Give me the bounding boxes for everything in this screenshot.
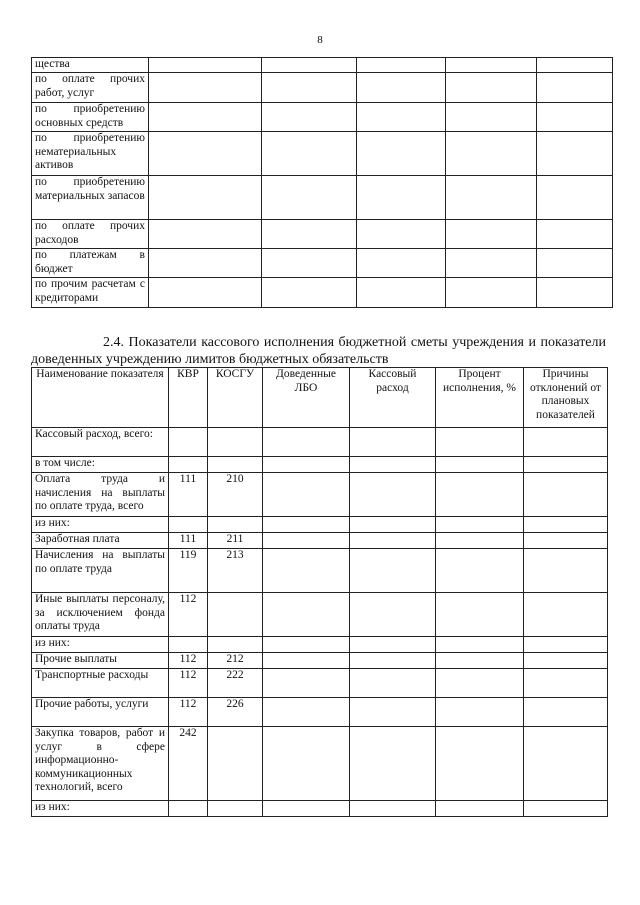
row-name: Кассовый расход, всего: [32, 428, 169, 457]
row-name: Заработная плата [32, 533, 169, 549]
top-row-label: по оплате прочих работ, услуг [32, 73, 149, 103]
row-name: Иные выплаты персоналу, за исключением фонда оплаты труда [32, 593, 169, 637]
row-kosgu [208, 727, 263, 801]
row-kosgu [208, 637, 263, 653]
section-title: 2.4. Показатели кассового исполнения бюджетной сметы учреждения и показатели доведенных учреждению лимитов бюджетных обязательств [31, 335, 606, 367]
row-name: Начисления на выплаты по оплате труда [32, 549, 169, 593]
top-row-label: по оплате прочих расходов [32, 220, 149, 249]
row-kosgu: 222 [208, 669, 263, 698]
row-name: Закупка товаров, работ и услуг в сфере информационно-коммуникационных технологий, всего [32, 727, 169, 801]
row-kosgu: 210 [208, 473, 263, 517]
header-lbo: Доведенные ЛБО [263, 368, 350, 428]
header-cash-expense: Кассовый расход [350, 368, 436, 428]
row-name: из них: [32, 637, 169, 653]
row-kosgu [208, 593, 263, 637]
top-row-label: щества [32, 58, 149, 73]
row-kosgu [208, 517, 263, 533]
row-name: в том числе: [32, 457, 169, 473]
row-kvr: 112 [169, 698, 208, 727]
budget-execution-table [31, 367, 608, 817]
row-name: Транспортные расходы [32, 669, 169, 698]
row-kvr: 112 [169, 669, 208, 698]
row-kvr: 111 [169, 533, 208, 549]
header-kosgu: КОСГУ [208, 368, 263, 428]
row-kvr: 111 [169, 473, 208, 517]
header-deviation-reasons: Причины отклонений от плановых показателей [524, 368, 608, 428]
row-kvr [169, 428, 208, 457]
row-name: Оплата труда и начисления на выплаты по оплате труда, всего [32, 473, 169, 517]
row-kvr [169, 637, 208, 653]
top-row-label: по приобретению материальных запасов [32, 176, 149, 220]
row-kosgu [208, 801, 263, 817]
row-kvr: 119 [169, 549, 208, 593]
top-row-label: по приобретению нематериальных активов [32, 132, 149, 176]
row-kosgu: 213 [208, 549, 263, 593]
row-kvr [169, 801, 208, 817]
header-kvr: КВР [169, 368, 208, 428]
row-kosgu: 212 [208, 653, 263, 669]
row-kvr [169, 517, 208, 533]
header-execution-percent: Процент исполнения, % [436, 368, 524, 428]
row-kosgu: 226 [208, 698, 263, 727]
header-name: Наименование показателя [32, 368, 169, 428]
row-kvr: 112 [169, 653, 208, 669]
row-name: из них: [32, 801, 169, 817]
row-name: из них: [32, 517, 169, 533]
page-number: 8 [317, 34, 323, 46]
top-row-label: по приобретению основных средств [32, 103, 149, 132]
row-kvr: 112 [169, 593, 208, 637]
row-kosgu [208, 428, 263, 457]
top-row-label: по прочим расчетам с кредиторами [32, 278, 149, 308]
row-kosgu: 211 [208, 533, 263, 549]
row-name: Прочие выплаты [32, 653, 169, 669]
row-kosgu [208, 457, 263, 473]
top-row-label: по платежам в бюджет [32, 249, 149, 278]
row-name: Прочие работы, услуги [32, 698, 169, 727]
continuation-table [31, 57, 613, 308]
row-kvr [169, 457, 208, 473]
row-kvr: 242 [169, 727, 208, 801]
